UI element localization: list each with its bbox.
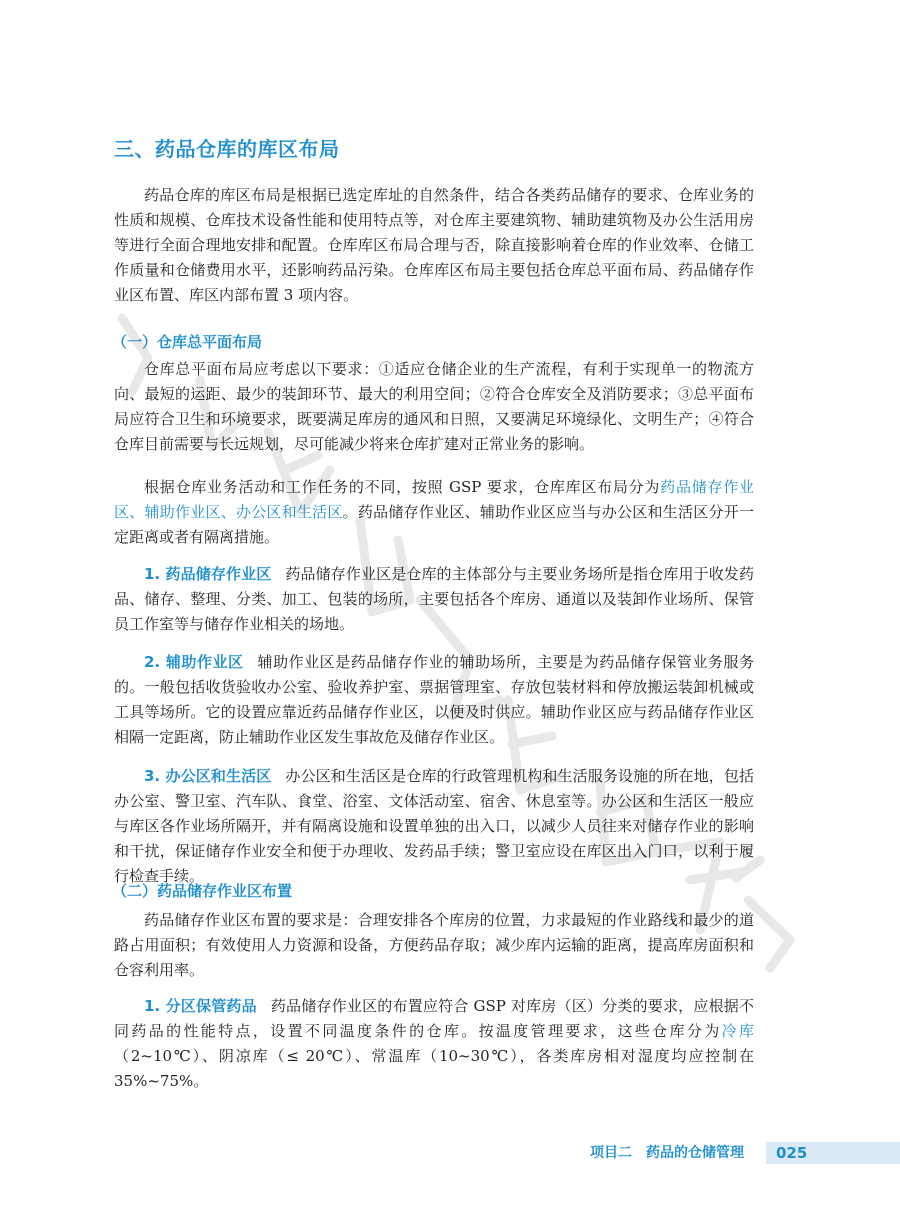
intro-paragraph: 药品仓库的库区布局是根据已选定库址的自然条件，结合各类药品储存的要求、仓库业务的性质和规模、仓库技术设备性能和使用特点等，对仓库主要建筑物、辅助建筑物及办公生活用房等进行全面合理地安排和配置。仓库库区布局合理与否，除直接影响着仓库的作业效率、仓储工作质量和仓储费用水平，还影响药品污染。仓库库区布局主要包括仓库总平面布局、药品储存作业区布置、库区内部布置 3 项内容。 <box>114 186 754 304</box>
footer-chapter-title: 项目二 药品的仓储管理 <box>590 1145 744 1161</box>
auxiliary-area-item <box>114 650 754 750</box>
item-lead: 2. 辅助作业区 <box>144 653 244 671</box>
item-body: 药品储存作业区的布置应符合 GSP 对库房（区）分类的要求，应根据不同药品的性能特点，设置不同温度条件的仓库。按温度管理要求，这些仓库分为 <box>114 997 755 1040</box>
subsection-heading-2: （二）药品储存作业区布置 <box>112 882 293 900</box>
cold-storage-highlight: 冷库 <box>721 1022 754 1040</box>
gsp-text-b: 。药品储存作业区、辅助作业区应当与办公区和生活区分开一定距离或者有隔离措施。 <box>114 503 754 546</box>
section-title: 三、药品仓库的库区布局 <box>114 137 340 161</box>
item-lead: 3. 办公区和生活区 <box>144 767 272 785</box>
storage-requirements-paragraph: 药品储存作业区布置的要求是：合理安排各个库房的位置，力求最短的作业路线和最少的道路占用面积；有效使用人力资源和设备，方便药品存取；减少库内运输的距离，提高库房面积和仓容利用率。 <box>114 911 754 979</box>
item-lead: 1. 药品储存作业区 <box>144 565 272 583</box>
subsection-heading-1: （一）仓库总平面布局 <box>112 333 263 351</box>
office-living-area-item <box>114 764 754 889</box>
layout-requirements-paragraph: 仓库总平面布局应考虑以下要求：①适应仓储企业的生产流程，有利于实现单一的物流方向、最短的运距、最少的装卸环节、最大的利用空间；②符合仓库安全及消防要求；③总平面布局应符合卫生和环境要求，既要满足库房的通风和日照，又要满足环境绿化、文明生产；④符合仓库目前需要与长远规划，尽可能减少将来仓库扩建对正常业务的影响。 <box>114 360 754 453</box>
area-highlight: 药品储存作业区、辅助作业区、办公区和生活区 <box>114 478 754 521</box>
item-lead: 1. 分区保管药品 <box>144 997 257 1015</box>
item-body-tail: （2~10℃）、阴凉库（≤ 20℃）、常温库（10~30℃），各类库房相对湿度均应控制在 35%~75%。 <box>114 1047 754 1090</box>
page-number: 025 <box>776 1144 808 1162</box>
item-body: 药品储存作业区是仓库的主体部分与主要业务场所是指仓库用于收发药品、储存、整理、分类、加工、包装的场所，主要包括各个库房、通道以及装卸作业场所、保管员工作室等与储存作业相关的场地。 <box>114 565 754 633</box>
gsp-text-a: 根据仓库业务活动和工作任务的不同，按照 GSP 要求，仓库库区布局分为 <box>144 478 661 496</box>
storage-area-item <box>114 562 754 637</box>
item-body: 办公区和生活区是仓库的行政管理机构和生活服务设施的所在地，包括办公室、警卫室、汽车队、食堂、浴室、文体活动室、宿舍、休息室等。办公区和生活区一般应与库区各作业场所隔开，并有隔离设施和设置单独的出入口，以减少人员往来对储存作业的影响和干扰，保证储存作业安全和便于办理收、发药品手续；警卫室应设在库区出入门口，以利于履行检查手续。 <box>114 767 754 885</box>
zoned-storage-item <box>114 994 754 1094</box>
item-body: 辅助作业区是药品储存作业的辅助场所，主要是为药品储存保管业务服务的。一般包括收货验收办公室、验收养护室、票据管理室、存放包装材料和停放搬运装卸机械或工具等场所。它的设置应靠近药品储存作业区，以便及时供应。辅助作业区应与药品储存作业区相隔一定距离，防止辅助作业区发生事故危及储存作业区。 <box>114 653 754 746</box>
gsp-division-paragraph <box>114 475 754 550</box>
